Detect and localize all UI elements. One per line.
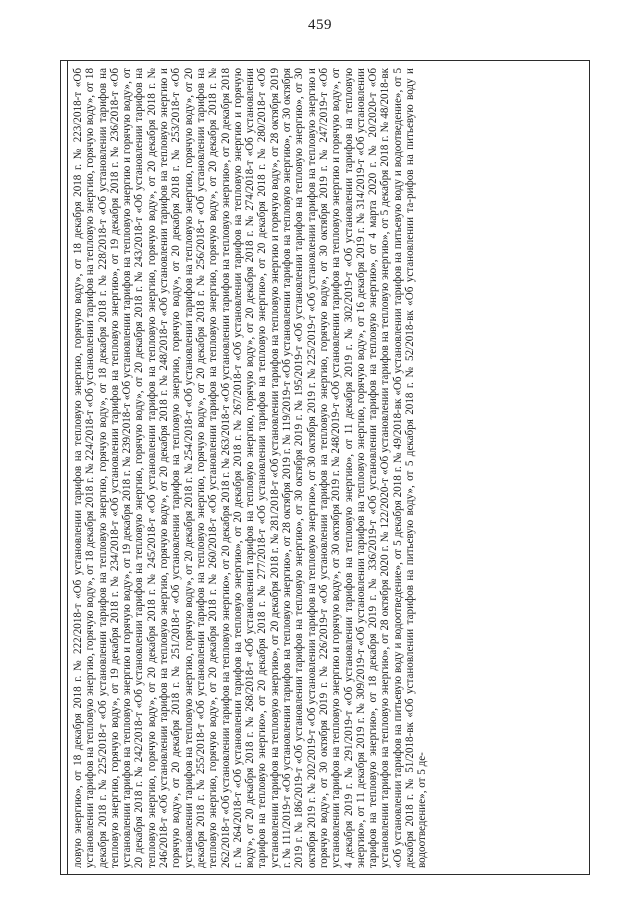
rotated-body-text bbox=[72, 68, 588, 868]
page-number: 459 bbox=[308, 17, 332, 33]
rotated-text-container bbox=[61, 61, 590, 875]
cell-paragraph: ловую энергию», от 18 декабря 2018 г. № 222/2018-т «Об установлении тарифов на тепловую энергию, горячую воду», от 18 декабря 2018 г. № 223/2018-т «Об установлении тарифов на тепловую энергию, горячую воду», от 18 декабря 2018 г. № 224/2018-т «Об установлении тарифов на тепловую энергию, горячую воду», от 18 декабря 2018 г. № 225/2018-т «Об установлении тарифов на тепловую энергию, горячую воду», от 18 декабря 2018 г. № 228/2018-т «Об установлении тарифов на тепловую энергию, горячую воду», от 19 декабря 2018 г. № 234/2018-т «Об установлении тарифов на тепловую энергию», от 19 декабря 2018 г. № 236/2018-т «Об установлении тарифов на тепловую энергию и горячую воду», от 19 декабря 2018 г. № 239/2018-т «Об установлении тарифов на тепловую энергию и горячую воду», от 20 декабря 2018 г. № 242/2018-т «Об установлении тарифов на тепловую энергию, горячую воду», от 20 декабря 2018 г. № 243/2018-т «Об установлении тарифов на тепловую энергию, горячую воду», от 20 декабря 2018 г. № 245/2018-т «Об установлении тарифов на тепловую энергию, горячую воду», от 20 декабря 2018 г. № 246/2018-т «Об установлении тарифов на тепловую энергию, горячую воду», от 20 декабря 2018 г. № 248/2018-т «Об установлении тарифов на тепловую энергию и горячую воду», от 20 декабря 2018 г. № 251/2018-т «Об установлении тарифов на тепловую энергию, горячую воду», от 20 декабря 2018 г. № 253/2018-т «Об установлении тарифов на тепловую энергию, горячую воду», от 20 декабря 2018 г. № 254/2018-т «Об установлении тарифов на тепловую энергию, горячую воду», от 20 декабря 2018 г. № 255/2018-т «Об установлении тарифов на тепловую энергию, горячую воду», от 20 декабря 2018 г. № 256/2018-т «Об установлении тарифов на тепловую энергию, горячую воду», от 20 декабря 2018 г. № 260/2018-т «Об установлении тарифов на тепловую энергию, горячую воду», от 20 декабря 2018 г. № 262/2018-т «Об установлении тарифов на тепловую энергию», от 20 декабря 2018 г. № 263/2018-т «Об установлении тарифов на тепловую энергию», от 20 декабря 2018 г. № 264/2018-т «Об установлении тарифов на тепловую энергию», от 20 декабря 2018 г. № 267/2018-т «Об установлении тарифов на тепловую энергию и горячую воду», от 20 декабря 2018 г. № 268/2018-т «Об установлении тарифов на тепловую энергию, горячую воду», от 20 декабря 2018 г. № 274/2018-т «Об установлении тарифов на тепловую энергию», от 20 декабря 2018 г. № 277/2018-т «Об установлении тарифов на тепловую энергию», от 20 декабря 2018 г. № 280/2018-т «Об установлении тарифов на тепловую энергию», от 20 декабря 2018 г. № 281/2018-т «Об установлении тарифов на тепловую энергию и горячую воду», от 28 октября 2019 г. № 111/2019-т «Об установлении тарифов на тепловую энергию», от 28 октября 2019 г. № 119/2019-т «Об установлении тарифов на тепловую энергию», от 30 октября 2019 г. № 186/2019-т «Об установлении тарифов на тепловую энергию», от 30 октября 2019 г. № 195/2019-т «Об установлении тарифов на тепловую энергию», от 30 октября 2019 г. № 202/2019-т «Об установлении тарифов на тепловую энергию», от 30 октября 2019 г. № 225/2019-т «Об установлении тарифов на тепловую энергию и горячую воду», от 30 октября 2019 г. № 226/2019-т «Об установлении тарифов на тепловую энергию, горячую воду», от 30 октября 2019 г. № 247/2019-т «Об установлении тарифов на тепловую энергию и горячую воду», от 30 октября 2019 г. № 248/2019-т «Об установлении тарифов на тепловую энергию и горячую воду», от 4 декабря 2019 г. № 291/2019-т «Об установлении тарифов на тепловую энергию», от 11 декабря 2019 г. № 302/2019-т «Об установлении тарифов на тепловую энергию», от 11 декабря 2019 г. № 309/2019-т «Об установлении тарифов на тепловую энергию, горячую воду», от 16 декабря 2019 г. № 314/2019-т «Об установлении тарифов на тепловую энергию», от 18 декабря 2019 г. № 336/2019-т «Об установлении тарифов на тепловую энергию», от 4 марта 2020 г. № 20/2020-т «Об установлении тарифов на тепловую энергию», от 28 октября 2020 г. № 122/2020-т «Об установлении тарифов на тепловую энергию», от 5 декабря 2018 г. № 48/2018-вк «Об установлении тарифов на питьевую воду и водоотведение», от 5 декабря 2018 г. № 49/2018-вк «Об установлении тарифов на питьевую воду и водоотведение», от 5 декабря 2018 г. № 51/2018-вк «Об установлении тарифов на питьевую воду», от 5 декабря 2018 г. № 52/2018-вк «Об установлении та-рифов на питьевую воду и водоотведение», от 5 де- bbox=[72, 68, 429, 868]
table-cell-frame bbox=[60, 60, 590, 875]
